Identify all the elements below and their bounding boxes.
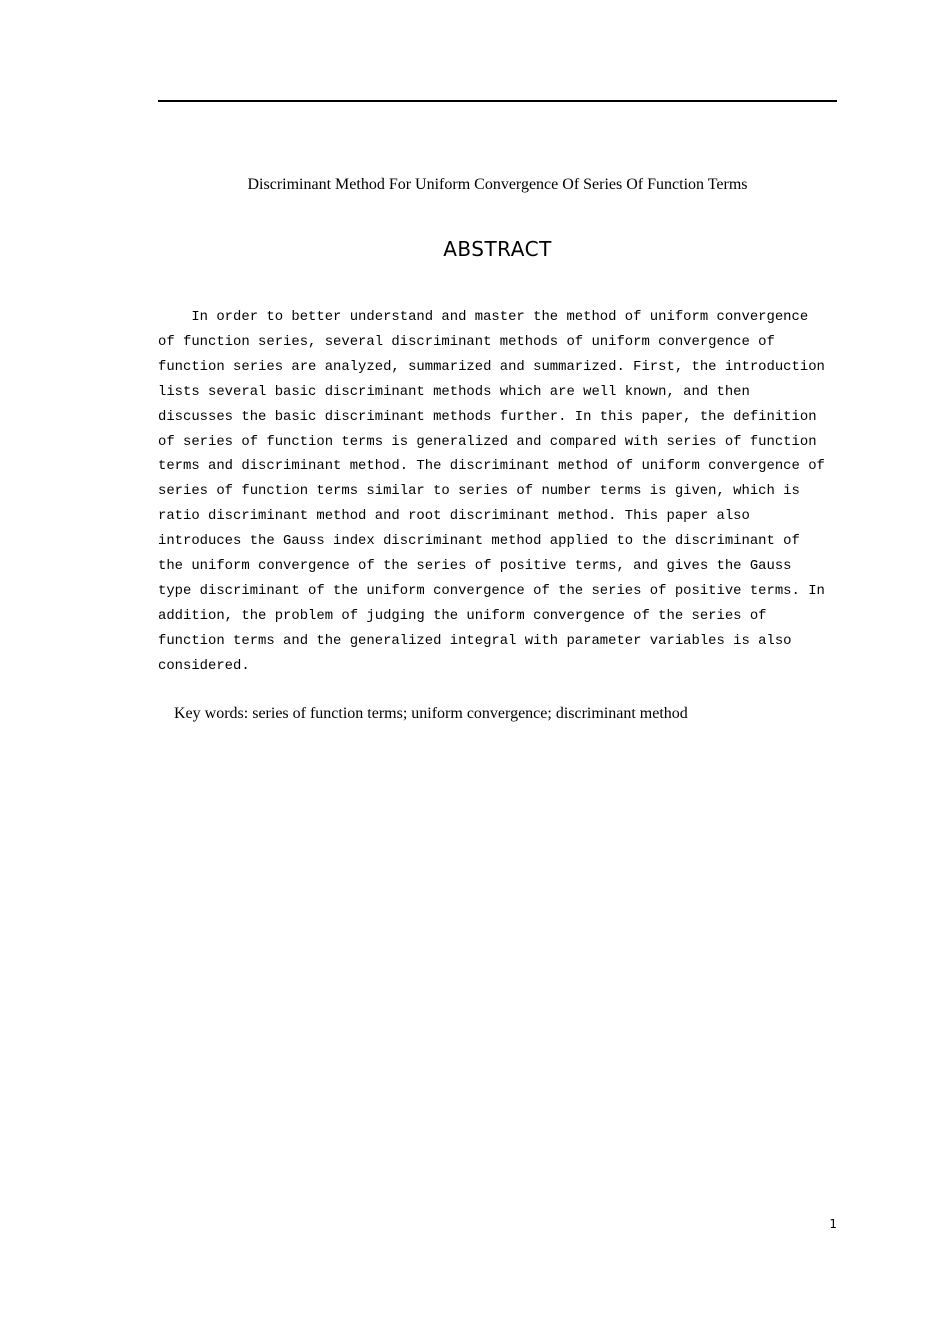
- abstract-line: introduces the Gauss index discriminant method applied to the discriminant of: [158, 533, 800, 550]
- abstract-heading: ABSTRACT: [443, 237, 552, 261]
- paper-title: Discriminant Method For Uniform Convergence Of Series Of Function Terms: [247, 176, 748, 193]
- header-rule: [158, 100, 837, 102]
- abstract-line: series of function terms similar to series of number terms is given, which is: [158, 483, 800, 500]
- abstract-line: discusses the basic discriminant methods further. In this paper, the definition: [158, 408, 817, 425]
- abstract-line: of series of function terms is generalized and compared with series of function: [158, 433, 817, 450]
- abstract-line: function series are analyzed, summarized and summarized. First, the introduction: [158, 358, 825, 375]
- abstract-line: lists several basic discriminant methods which are well known, and then: [158, 383, 750, 400]
- abstract-line: ratio discriminant method and root discriminant method. This paper also: [158, 508, 750, 525]
- abstract-line: function terms and the generalized integral with parameter variables is also: [158, 632, 792, 649]
- keywords: Key words: series of function terms; uniform convergence; discriminant method: [174, 705, 688, 722]
- abstract-body: [158, 305, 848, 679]
- abstract-line: addition, the problem of judging the uniform convergence of the series of: [158, 607, 767, 624]
- abstract-line: type discriminant of the uniform convergence of the series of positive terms. In: [158, 582, 825, 599]
- abstract-line: In order to better understand and master the method of uniform convergence: [158, 309, 809, 325]
- abstract-line: the uniform convergence of the series of positive terms, and gives the Gauss: [158, 558, 792, 575]
- abstract-line: terms and discriminant method. The discriminant method of uniform convergence of: [158, 458, 825, 475]
- abstract-line: considered.: [158, 657, 250, 674]
- abstract-line: of function series, several discriminant methods of uniform convergence of: [158, 333, 775, 350]
- page-number: 1: [829, 1217, 837, 1231]
